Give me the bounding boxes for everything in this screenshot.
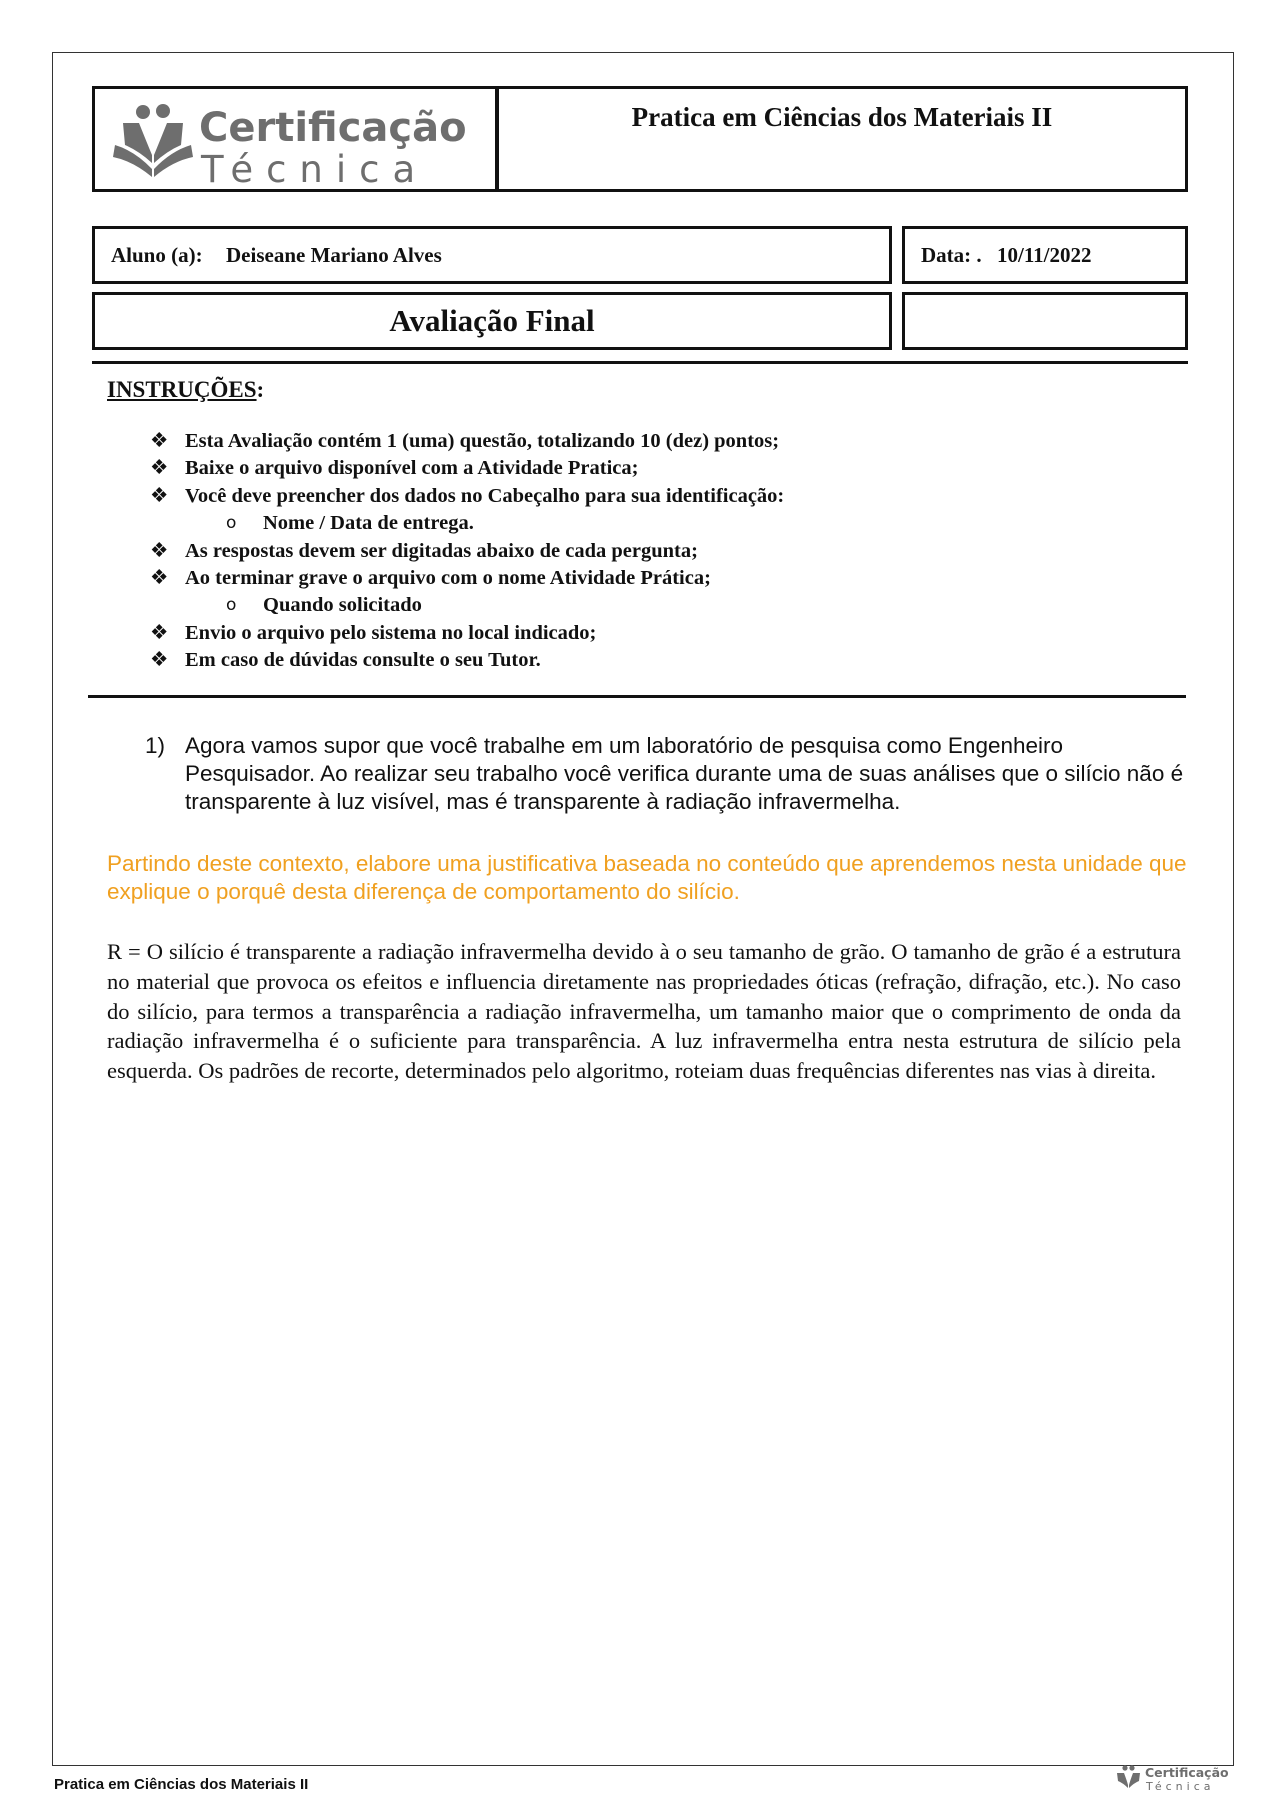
instruction-item: ❖ Esta Avaliação contém 1 (uma) questão, totalizando 10 (dez) pontos; <box>150 428 784 455</box>
exam-title: Avaliação Final <box>389 303 595 338</box>
grade-box <box>902 292 1188 350</box>
circle-bullet-icon: o <box>226 595 237 616</box>
footer-title: Pratica em Ciências dos Materiais II <box>54 1776 309 1793</box>
instructions-top-rule <box>92 361 1188 364</box>
footer-logo <box>1113 1762 1231 1794</box>
date-label: Data: . <box>921 243 982 267</box>
instructions-list <box>150 428 784 675</box>
diamond-bullet-icon: ❖ <box>150 484 169 507</box>
instruction-item: ❖ As respostas devem ser digitadas abaixo de cada pergunta; <box>150 538 784 565</box>
instruction-item: ❖ Ao terminar grave o arquivo com o nome Atividade Prática; <box>150 565 784 592</box>
date-value: 10/11/2022 <box>997 243 1092 267</box>
course-title: Pratica em Ciências dos Materiais II <box>631 102 1053 132</box>
diamond-bullet-icon: ❖ <box>150 457 169 480</box>
instruction-subitem: o Nome / Data de entrega. <box>150 510 784 537</box>
instruction-item: ❖ Envio o arquivo pelo sistema no local indicado; <box>150 620 784 647</box>
instructions-bottom-rule <box>88 695 1186 698</box>
diamond-bullet-icon: ❖ <box>150 621 169 644</box>
diamond-bullet-icon: ❖ <box>150 567 169 590</box>
svg-text:Certificação: Certificação <box>1145 1765 1229 1780</box>
instruction-item: ❖ Em caso de dúvidas consulte o seu Tutor. <box>150 647 784 674</box>
certificacao-tecnica-logo <box>95 89 495 189</box>
student-label: Aluno (a): <box>111 243 203 267</box>
svg-text:Técnica: Técnica <box>1146 1780 1215 1793</box>
student-name: Deiseane Mariano Alves <box>226 243 442 267</box>
svg-text:Técnica: Técnica <box>201 148 429 189</box>
logo-box <box>92 86 498 192</box>
date-box <box>902 226 1188 284</box>
instruction-item: ❖ Você deve preencher dos dados no Cabeçalho para sua identificação: <box>150 483 784 510</box>
svg-text:Certificação: Certificação <box>199 105 467 151</box>
instruction-item: ❖ Baixe o arquivo disponível com a Atividade Pratica; <box>150 455 784 482</box>
instructions-heading: INSTRUÇÕES: <box>107 377 265 402</box>
question-1 <box>145 732 1185 816</box>
question-number: 1) <box>145 733 166 758</box>
instruction-subitem: o Quando solicitado <box>150 592 784 619</box>
student-box <box>92 226 892 284</box>
answer-text: R = O silício é transparente a radiação infravermelha devido à o seu tamanho de grão. O tamanho de grão é a estrutura no material que provoca os efeitos e influencia diretamente nas propriedades óticas (refração, difração, etc.). No caso do silício, para termos a transparência a radiação infravermelha, um tamanho maior que o comprimento de onda da radiação infravermelha é o suficiente para transparência. A luz infravermelha entra nesta estrutura de silício pela esquerda. Os padrões de recorte, determinados pelo algoritmo, roteiam duas frequências diferentes nas vias à direita. <box>107 939 1181 1084</box>
diamond-bullet-icon: ❖ <box>150 430 169 452</box>
diamond-bullet-icon: ❖ <box>150 649 169 672</box>
exam-title-box <box>92 292 892 350</box>
diamond-bullet-icon: ❖ <box>150 539 169 562</box>
question-text: Agora vamos supor que você trabalhe em um laboratório de pesquisa como Engenheiro Pesquisador. Ao realizar seu trabalho você verifica durante uma de suas análises que o silício não é transparente à luz visível, mas é transparente à radiação infravermelha. <box>185 733 1184 814</box>
readers-book-icon <box>113 104 193 177</box>
readers-book-icon <box>1117 1765 1140 1788</box>
course-title-box <box>496 86 1188 192</box>
circle-bullet-icon: o <box>226 513 237 534</box>
question-prompt: Partindo deste contexto, elabore uma justificativa baseada no conteúdo que aprendemos nesta unidade que explique o porquê desta diferença de comportamento do silício. <box>107 851 1187 904</box>
